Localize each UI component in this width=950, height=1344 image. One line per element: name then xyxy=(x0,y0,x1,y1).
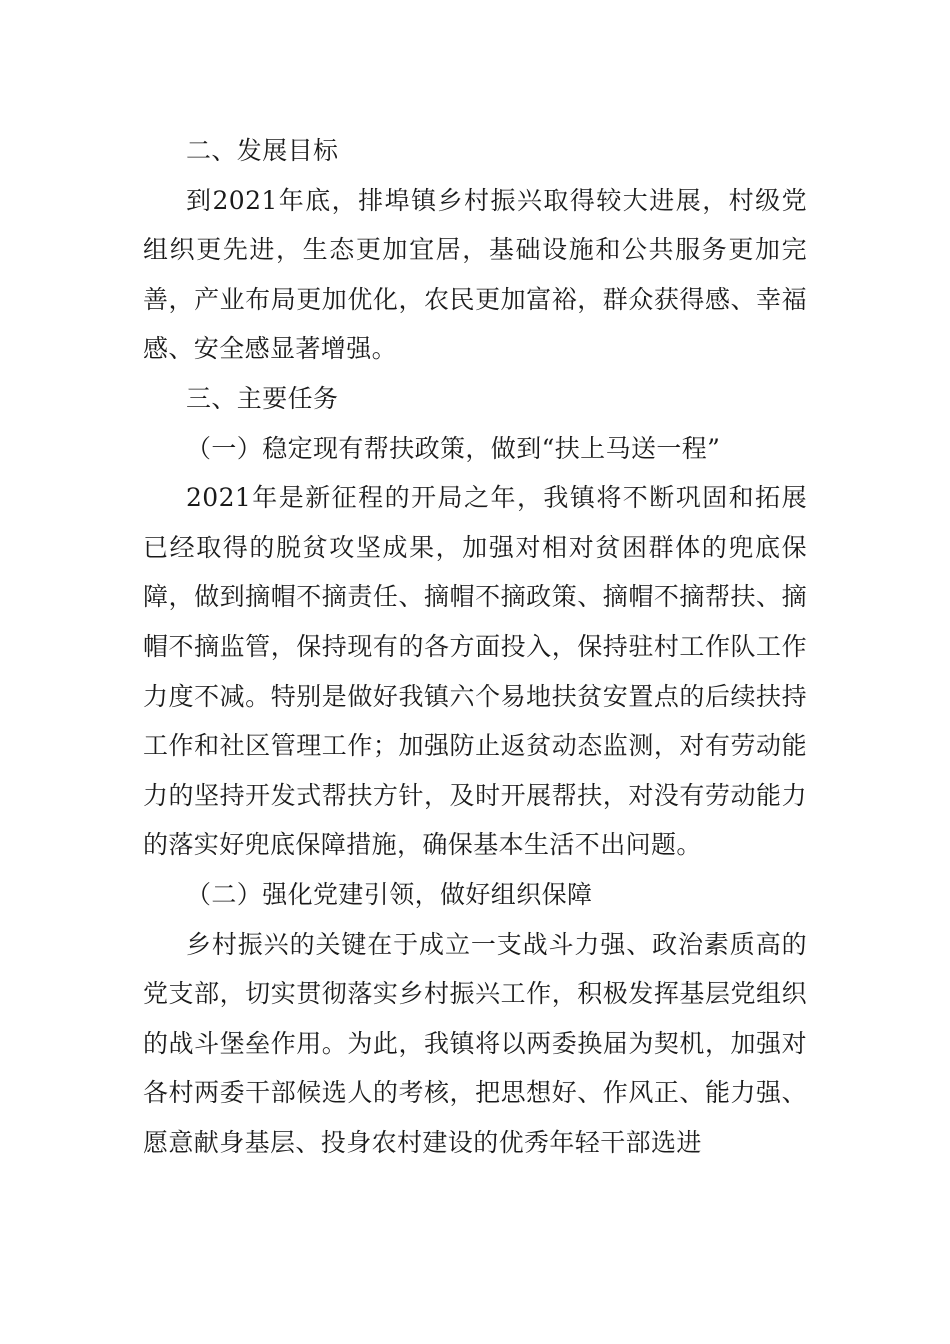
section-heading-tasks: 三、主要任务 xyxy=(186,383,339,413)
section-heading-goals: 二、发展目标 xyxy=(186,136,339,165)
paragraph-party-building: 乡村振兴的关键在于成立一支战斗力强、政治素质高的党支部，切实贯彻落实乡村振兴工作，积极发挥基层党组织的战斗堡垒作用。为此，我镇将以两委换届为契机，加强对各村两委干部候选人的考核，把思想好、作风正、能力强、愿意献身基层、投身农村建设的优秀年轻干部选进 xyxy=(143,929,807,1157)
paragraph-stable-policy: 2021年是新征程的开局之年，我镇将不断巩固和拓展已经取得的脱贫攻坚成果，加强对相对贫困群体的兜底保障，做到摘帽不摘责任、摘帽不摘政策、摘帽不摘帮扶、摘帽不摘监管，保持现有的各方面投入，保持驻村工作队工作力度不减。特别是做好我镇六个易地扶贫安置点的后续扶持工作和社区管理工作；加强防止返贫动态监测，对有劳动能力的坚持开发式帮扶方针，及时开展帮扶，对没有劳动能力的落实好兜底保障措施，确保基本生活不出问题。 xyxy=(143,483,807,860)
document-body xyxy=(143,126,807,1167)
subheading-party-building: （二）强化党建引领，做好组织保障 xyxy=(186,879,593,909)
paragraph-goals: 到2021年底，排埠镇乡村振兴取得较大进展，村级党组织更先进，生态更加宜居，基础设施和公共服务更加完善，产业布局更加优化，农民更加富裕，群众获得感、幸福感、安全感显著增强。 xyxy=(143,185,807,364)
subheading-stable-policy: （一）稳定现有帮扶政策，做到“扶上马送一程” xyxy=(186,433,721,463)
